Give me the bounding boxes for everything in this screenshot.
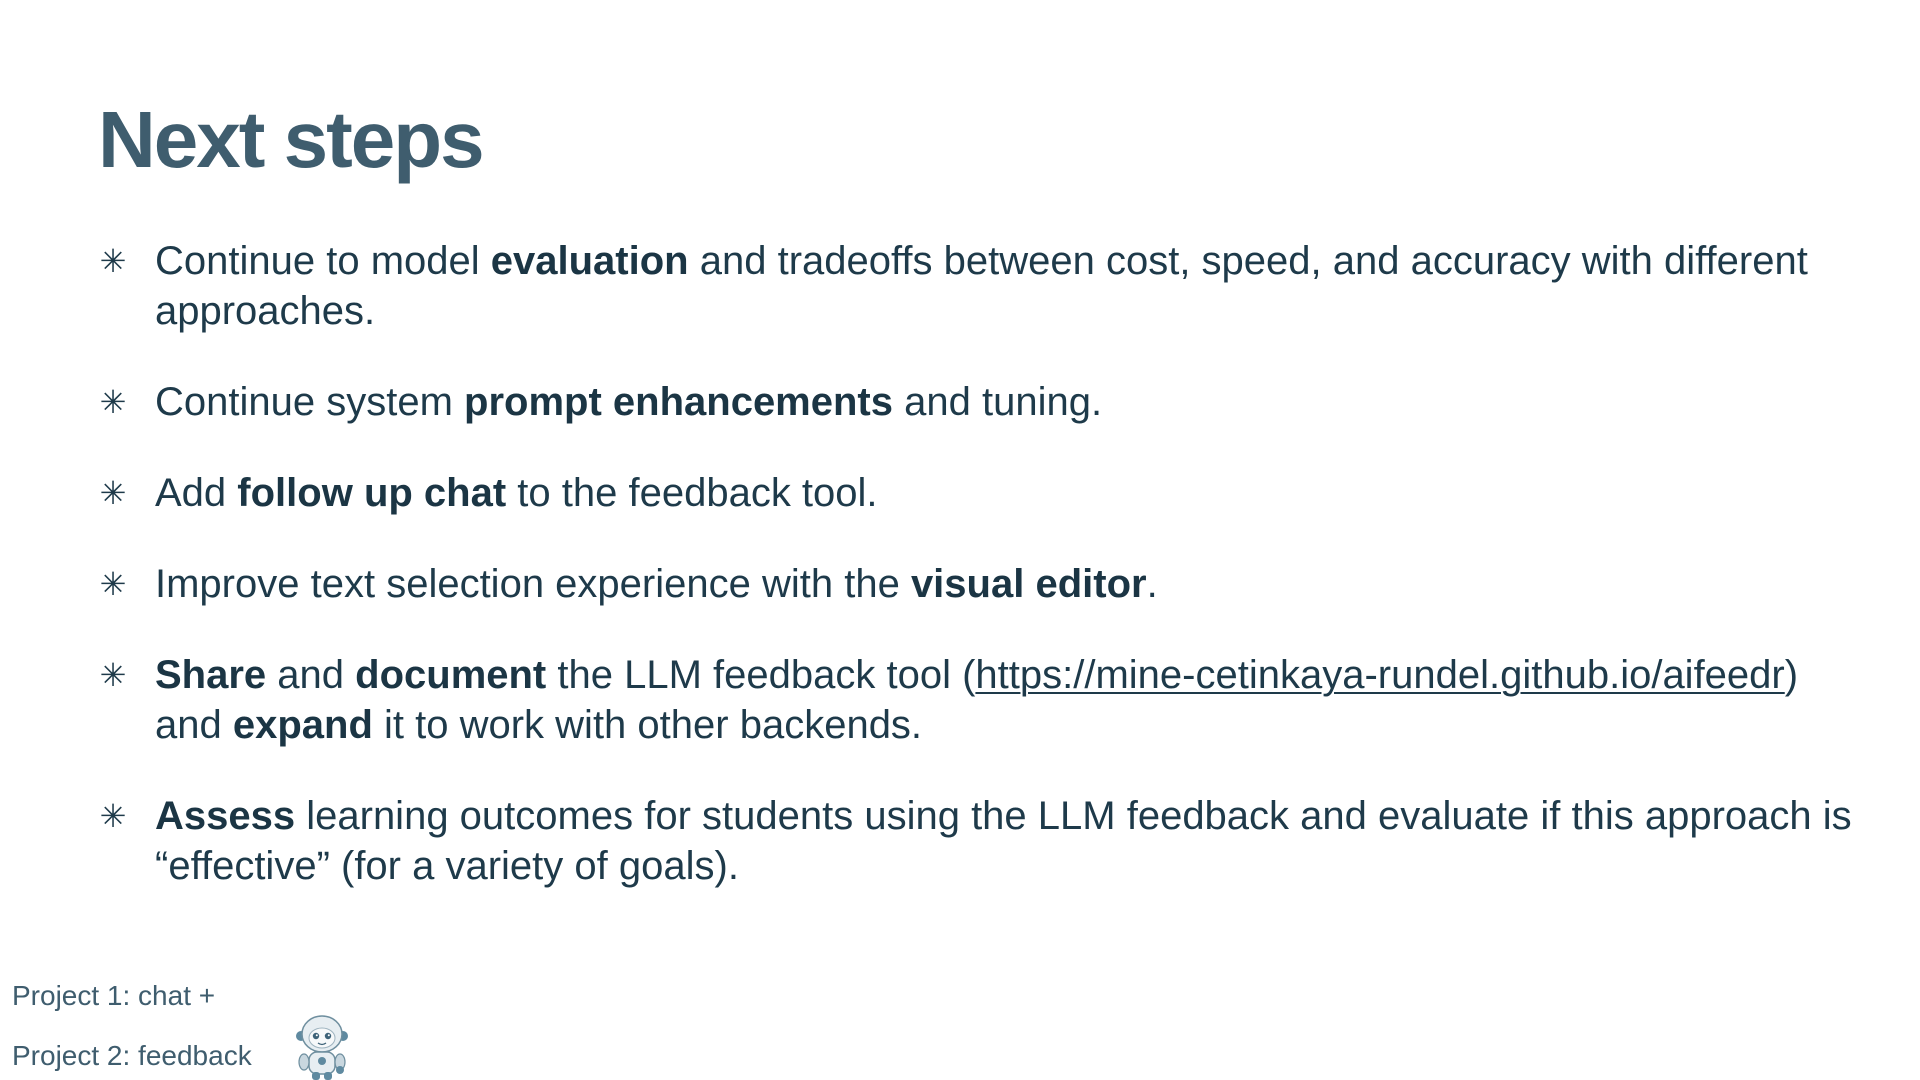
bullet-item-prompt-enhancements — [98, 377, 1858, 427]
asterisk-bullet-icon: ✳ — [99, 657, 127, 693]
bullet-emphasis-text: document — [355, 653, 547, 697]
asterisk-bullet-icon: ✳ — [99, 798, 127, 834]
bullet-emphasis-text: follow up chat — [237, 471, 507, 515]
bullet-list — [98, 236, 1858, 932]
asterisk-bullet-icon: ✳ — [99, 243, 127, 279]
bullet-emphasis-text: Share — [155, 653, 267, 697]
slide-title: Next steps — [98, 95, 483, 184]
robot-icon — [292, 1014, 352, 1080]
bullet-item-follow-up-chat — [98, 468, 1858, 518]
bullet-text: Continue to model — [155, 239, 491, 283]
bullet-text: it to work with other backends. — [372, 703, 923, 747]
bullet-text: and tradeoffs between cost, speed, and accuracy with different approaches. — [155, 239, 1808, 333]
bullet-text: to the feedback tool. — [506, 471, 878, 515]
bullet-text: Continue system — [155, 380, 465, 424]
bullet-item-visual-editor — [98, 559, 1858, 609]
bullet-text: and — [266, 653, 356, 697]
bullet-text: Add — [155, 471, 238, 515]
footer-project-1-label: Project 1: chat + — [12, 980, 216, 1011]
bullet-item-evaluation — [98, 236, 1858, 336]
bullet-emphasis-text: visual editor — [910, 562, 1147, 606]
bullet-text: learning outcomes for students using the LLM feedback and evaluate if this approach is “effective” (for a variety of goals). — [155, 794, 1852, 888]
bullet-text: Improve text selection experience with the — [155, 562, 911, 606]
bullet-text: and tuning. — [893, 380, 1103, 424]
bullet-emphasis-text: expand — [232, 703, 373, 747]
bullet-emphasis-text: evaluation — [490, 239, 689, 283]
bullet-emphasis-text: Assess — [155, 794, 296, 838]
bullet-text: . — [1146, 562, 1158, 606]
bullet-item-share-document — [98, 650, 1858, 750]
asterisk-bullet-icon: ✳ — [99, 475, 127, 511]
aifeedr-link[interactable]: https://mine-cetinkaya-rundel.github.io/aifeedr — [975, 653, 1785, 697]
bullet-text: ) and — [155, 653, 1799, 747]
bullet-item-assess — [98, 791, 1858, 891]
asterisk-bullet-icon: ✳ — [99, 384, 127, 420]
asterisk-bullet-icon: ✳ — [99, 566, 127, 602]
bullet-emphasis-text: prompt enhancements — [464, 380, 893, 424]
footer-project-2-label: Project 2: feedback — [12, 1040, 252, 1071]
bullet-text: the LLM feedback tool ( — [546, 653, 976, 697]
